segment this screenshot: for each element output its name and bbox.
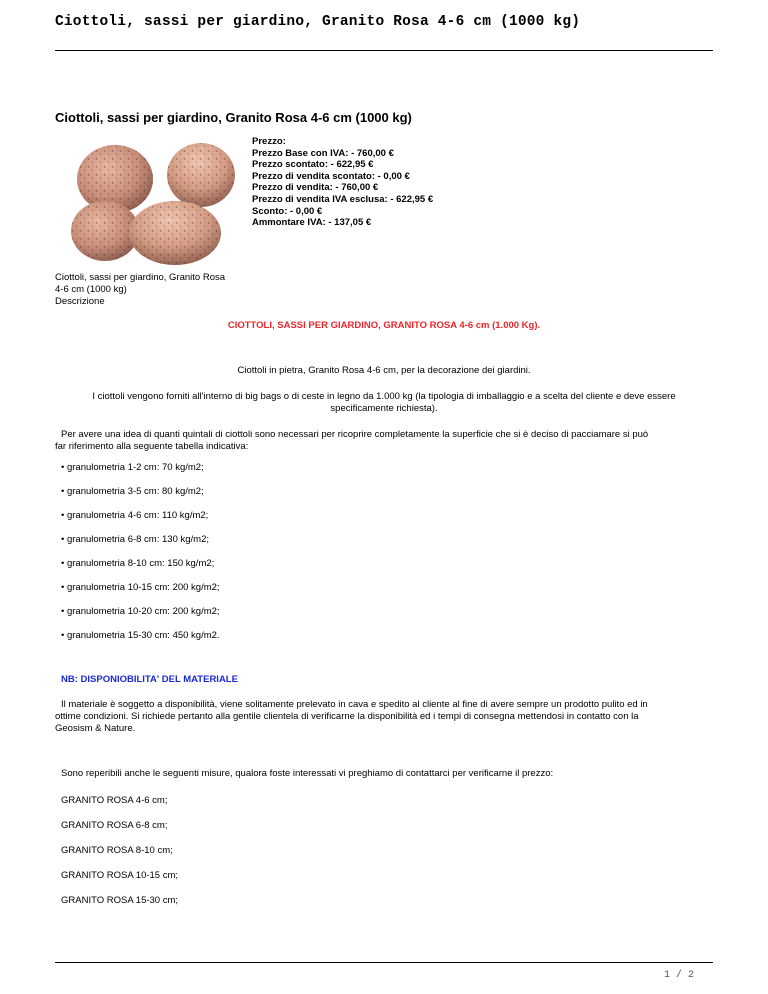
price-label: Prezzo: xyxy=(252,136,286,147)
size-item: GRANITO ROSA 10-15 cm; xyxy=(61,870,179,881)
granulometry-item: • granulometria 3-5 cm: 80 kg/m2; xyxy=(61,486,204,497)
image-caption: Ciottoli, sassi per giardino, Granito Rosa 4-6 cm (1000 kg) Descrizione xyxy=(55,272,255,307)
price-discount: Sconto: - 0,00 € xyxy=(252,205,323,217)
pink-granite-pebbles-image xyxy=(55,133,247,267)
page-number: 1 / 2 xyxy=(664,970,695,981)
product-title: Ciottoli, sassi per giardino, Granito Rosa 4-6 cm (1000 kg) xyxy=(55,110,412,125)
price-base-with-vat: Prezzo Base con IVA: - 760,00 € xyxy=(252,147,394,159)
price-sale-ex-vat: Prezzo di vendita IVA esclusa: - 622,95 € xyxy=(252,193,434,205)
coverage-paragraph: Per avere una idea di quanti quintali di ciottoli sono necessari per ricoprire completamente la superficie che si è deciso di pacciamare si può far riferimento alla seguente tabella indicativa: xyxy=(55,429,649,452)
sizes-intro: Sono reperibili anche le seguenti misure, qualora foste interessati vi preghiamo di contattarci per verificarne il prezzo: xyxy=(61,768,554,779)
price-discounted: Prezzo scontato: - 622,95 € xyxy=(252,159,374,171)
size-item: GRANITO ROSA 15-30 cm; xyxy=(61,895,179,906)
price-sale: Prezzo di vendita: - 760,00 € xyxy=(252,182,379,194)
price-vat-amount: Ammontare IVA: - 137,05 € xyxy=(252,217,372,229)
granulometry-item: • granulometria 15-30 cm: 450 kg/m2. xyxy=(61,630,220,641)
price-list xyxy=(252,136,433,229)
price-sale-discounted: Prezzo di vendita scontato: - 0,00 € xyxy=(252,170,410,182)
granulometry-item: • granulometria 10-20 cm: 200 kg/m2; xyxy=(61,606,220,617)
size-item: GRANITO ROSA 6-8 cm; xyxy=(61,820,168,831)
granulometry-item: • granulometria 4-6 cm: 110 kg/m2; xyxy=(61,510,209,521)
granulometry-item: • granulometria 6-8 cm: 130 kg/m2; xyxy=(61,534,210,545)
description-heading: CIOTTOLI, SASSI PER GIARDINO, GRANITO ROSA 4-6 cm (1.000 Kg). xyxy=(227,320,541,331)
granulometry-item: • granulometria 10-15 cm: 200 kg/m2; xyxy=(61,582,220,593)
intro-paragraph: Ciottoli in pietra, Granito Rosa 4-6 cm, per la decorazione dei giardini. xyxy=(237,365,531,376)
size-item: GRANITO ROSA 4-6 cm; xyxy=(61,795,168,806)
granulometry-item: • granulometria 8-10 cm: 150 kg/m2; xyxy=(61,558,215,569)
page-header-title: Ciottoli, sassi per giardino, Granito Rosa 4-6 cm (1000 kg) xyxy=(55,14,581,30)
header-divider xyxy=(55,50,713,51)
size-item: GRANITO ROSA 8-10 cm; xyxy=(61,845,173,856)
footer-divider xyxy=(55,962,713,963)
description-label: Descrizione xyxy=(55,295,105,307)
availability-paragraph: Il materiale è soggetto a disponibilità, viene solitamente prelevato in cava e spedito al cliente al fine di avere sempre un prodotto pulito ed in ottime condizioni. Si richiede pertanto alla gentile clientela di verificarne la disponibilità ed i tempi di consegna mettendosi in contatto con la Geosism & Nature. xyxy=(55,699,648,734)
availability-heading: NB: DISPONIOBILITA' DEL MATERIALE xyxy=(61,674,238,685)
granulometry-item: • granulometria 1-2 cm: 70 kg/m2; xyxy=(61,462,204,473)
supply-paragraph: I ciottoli vengono forniti all'interno di big bags o di ceste in legno da 1.000 kg (la tipologia di imballaggio e a scelta del cliente e deve essere specificamente richiesta). xyxy=(92,391,676,414)
